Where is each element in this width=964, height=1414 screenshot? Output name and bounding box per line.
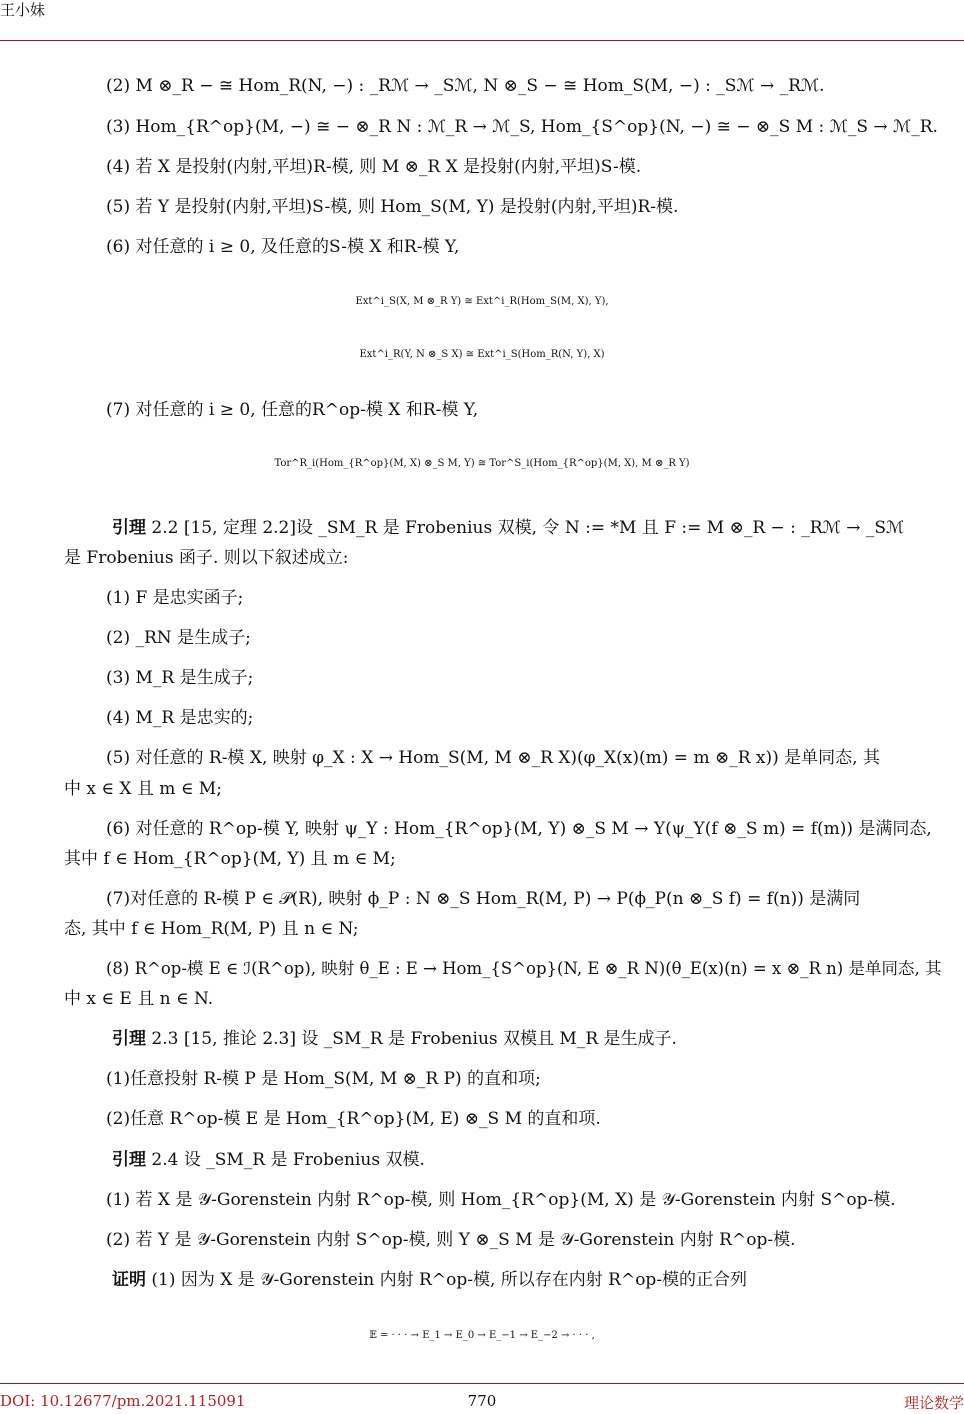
lemma-2-2-label: 引理 xyxy=(112,518,146,538)
lemma-2-4-label: 引理 xyxy=(112,1150,146,1170)
lemma-2-4-item-2: (2) 若 Y 是 𝒴-Gorenstein 内射 S^op-模, 则 Y ⊗_S M 是 𝒴-Gorenstein 内射 R^op-模. xyxy=(106,1230,796,1250)
footer-doi-link[interactable]: DOI: 10.12677/pm.2021.115091 xyxy=(0,1392,246,1410)
item-5: (5) 若 Y 是投射(内射,平坦)S-模, 则 Hom_S(M, Y) 是投射(内射,平坦)R-模. xyxy=(106,197,679,217)
lemma-2-2-item-8-cont: 中 x ∈ E 且 n ∈ N. xyxy=(64,989,214,1009)
lemma-2-2-item-3: (3) M_R 是生成子; xyxy=(106,668,254,688)
item-7: (7) 对任意的 i ≥ 0, 任意的R^op-模 X 和R-模 Y, xyxy=(106,400,479,420)
header-rule xyxy=(0,40,964,41)
proof xyxy=(112,1268,747,1292)
equation-ext-2: Ext^i_R(Y, N ⊗_S X) ≅ Ext^i_S(Hom_R(N, Y), X) xyxy=(359,349,605,360)
footer-page-number: 770 xyxy=(467,1392,497,1410)
footer-rule xyxy=(0,1383,964,1384)
lemma-2-2-item-7-cont: 态, 其中 f ∈ Hom_R(M, P) 且 n ∈ N; xyxy=(64,919,359,939)
item-3: (3) Hom_{R^op}(M, −) ≅ − ⊗_R N : ℳ_R → ℳ_S, Hom_{S^op}(N, −) ≅ − ⊗_S M : ℳ_S → ℳ_R. xyxy=(106,117,938,137)
proof-label: 证明 xyxy=(112,1270,146,1290)
lemma-2-3-item-2: (2)任意 R^op-模 E 是 Hom_{R^op}(M, E) ⊗_S M 的直和项. xyxy=(106,1109,601,1129)
lemma-2-2-item-5: (5) 对任意的 R-模 X, 映射 φ_X : X → Hom_S(M, M ⊗_R X)(φ_X(x)(m) = m ⊗_R x)) 是单同态, 其 xyxy=(106,748,880,768)
lemma-2-2-item-1: (1) F 是忠实函子; xyxy=(106,588,244,608)
item-6: (6) 对任意的 i ≥ 0, 及任意的S-模 X 和R-模 Y, xyxy=(106,237,460,257)
lemma-2-2-text: 2.2 [15, 定理 2.2]设 _SM_R 是 Frobenius 双模, 令 N := *M 且 F := M ⊗_R − : _Rℳ → _Sℳ xyxy=(151,518,905,538)
footer-journal-link[interactable]: 理论数学 xyxy=(903,1394,964,1412)
header-author: 王小妹 xyxy=(0,1,46,19)
lemma-2-3-label: 引理 xyxy=(112,1029,146,1049)
equation-exact-sequence: 𝔼 = · · · → E_1 → E_0 → E_−1 → E_−2 → · · · , xyxy=(369,1330,595,1341)
lemma-2-2-item-5-cont: 中 x ∈ X 且 m ∈ M; xyxy=(64,779,222,799)
equation-tor: Tor^R_i(Hom_{R^op}(M, X) ⊗_S M, Y) ≅ Tor^S_i(Hom_{R^op}(M, X), M ⊗_R Y) xyxy=(274,458,690,469)
item-2: (2) M ⊗_R − ≅ Hom_R(N, −) : _Rℳ → _Sℳ, N ⊗_S − ≅ Hom_S(M, −) : _Sℳ → _Rℳ. xyxy=(106,76,825,96)
proof-text: (1) 因为 X 是 𝒴-Gorenstein 内射 R^op-模, 所以存在内射 R^op-模的正合列 xyxy=(151,1270,748,1290)
lemma-2-4-text: 2.4 设 _SM_R 是 Frobenius 双模. xyxy=(151,1150,425,1170)
lemma-2-2-text-cont: 是 Frobenius 函子. 则以下叙述成立: xyxy=(64,548,349,568)
lemma-2-2 xyxy=(112,516,904,540)
lemma-2-2-item-4: (4) M_R 是忠实的; xyxy=(106,708,254,728)
lemma-2-2-item-8: (8) R^op-模 E ∈ ℐ(R^op), 映射 θ_E : E → Hom_{S^op}(N, E ⊗_R N)(θ_E(x)(n) = x ⊗_R n) 是单同态, 其 xyxy=(106,959,942,978)
equation-ext-1: Ext^i_S(X, M ⊗_R Y) ≅ Ext^i_R(Hom_S(M, X), Y), xyxy=(355,296,609,307)
lemma-2-3-text: 2.3 [15, 推论 2.3] 设 _SM_R 是 Frobenius 双模且 M_R 是生成子. xyxy=(151,1029,677,1049)
lemma-2-4 xyxy=(112,1148,425,1172)
lemma-2-2-item-7: (7)对任意的 R-模 P ∈ 𝒫(R), 映射 ϕ_P : N ⊗_S Hom_R(M, P) → P(ϕ_P(n ⊗_S f) = f(n)) 是满同 xyxy=(106,889,861,909)
item-4: (4) 若 X 是投射(内射,平坦)R-模, 则 M ⊗_R X 是投射(内射,平坦)S-模. xyxy=(106,157,642,177)
lemma-2-2-item-6-cont: 其中 f ∈ Hom_{R^op}(M, Y) 且 m ∈ M; xyxy=(64,849,396,869)
lemma-2-3 xyxy=(112,1027,677,1051)
lemma-2-3-item-1: (1)任意投射 R-模 P 是 Hom_S(M, M ⊗_R P) 的直和项; xyxy=(106,1069,541,1089)
lemma-2-4-item-1: (1) 若 X 是 𝒴-Gorenstein 内射 R^op-模, 则 Hom_{R^op}(M, X) 是 𝒴-Gorenstein 内射 S^op-模. xyxy=(106,1190,896,1210)
lemma-2-2-item-6: (6) 对任意的 R^op-模 Y, 映射 ψ_Y : Hom_{R^op}(M, Y) ⊗_S M → Y(ψ_Y(f ⊗_S m) = f(m)) 是满同态, xyxy=(106,819,932,839)
lemma-2-2-item-2: (2) _RN 是生成子; xyxy=(106,628,251,648)
